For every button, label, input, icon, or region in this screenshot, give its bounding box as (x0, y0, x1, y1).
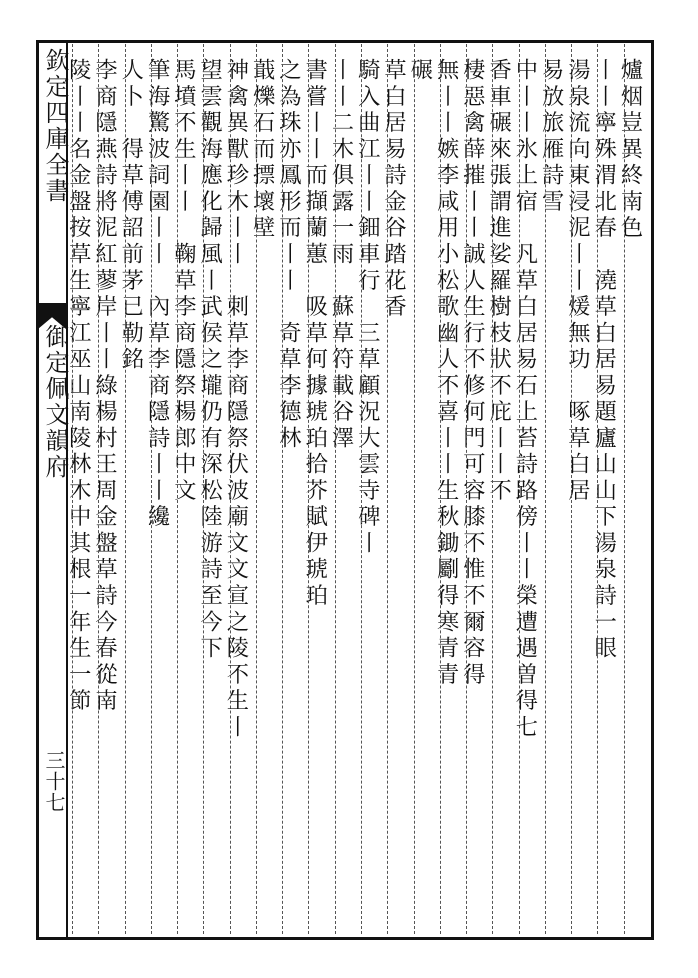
column-rule (361, 44, 362, 934)
text-column: 人卜 得草傅詔前茅已勒銘 (117, 58, 144, 374)
text-column: 碾 (406, 58, 433, 85)
page-number: 三十七 (42, 750, 66, 813)
column-rule (203, 44, 204, 934)
column-rule (125, 44, 126, 934)
text-column: 湯泉流向東浸泥丨丨煖無功 啄草白居 (564, 58, 591, 505)
text-column: 書嘗丨丨而擷蘭蕙 吸草何據琥珀拾芥賦伊琥珀 (301, 58, 328, 610)
column-rule (492, 44, 493, 934)
text-column: 草白居易詩金谷踏花香 (380, 58, 407, 321)
text-column: 中丨丨氷上宿 凡草白居易石上苔詩路傍丨丨榮遭遇曽得七 (511, 58, 538, 742)
text-column: 神禽異獸珍木丨丨 刺草李商隱祭伏波廟文文宣之陵不生丨 (222, 58, 249, 742)
text-column: 陵丨丨名金盤按草生寧江巫山南陵林木中其根一年生一節 (65, 58, 92, 715)
column-rule (545, 44, 546, 934)
text-column: 香車碾來張謂進娑羅樹枝狀不庇丨丨不 (485, 58, 512, 505)
text-column: 棲惡禽薛摧丨丨誠人生行不修何門可容膝不惟不爾容得 (459, 58, 486, 689)
column-rule (519, 44, 520, 934)
text-column: 丨丨二木俱露一雨 蘇草符載谷澤 (327, 58, 354, 453)
column-rule (151, 44, 152, 934)
text-column: 筆海驚波詞園丨丨 內草李商隱詩丨丨纔 (144, 58, 171, 531)
column-rule (230, 44, 231, 934)
column-rule (72, 44, 73, 934)
column-rule (414, 44, 415, 934)
column-rule (335, 44, 336, 934)
column-rule (177, 44, 178, 934)
text-column: 丨丨寧殊渭北春 澆草白居易題廬山山下湯泉詩一眼 (590, 58, 617, 663)
text-column: 望雲觀海應化歸風丨武侯之壠仍有深松陸游詩至今下 (196, 58, 223, 663)
text-column: 之為珠亦鳳形而丨丨 奇草李德林 (275, 58, 302, 453)
margin-work-title: 御定佩文韻府 (41, 324, 69, 480)
text-column: 騎入曲江丨丨鈿車行 三草顧況大雲寺碑丨 (354, 58, 381, 558)
column-rule (387, 44, 388, 934)
column-rule (282, 44, 283, 934)
column-rule (466, 44, 467, 934)
text-column: 李商隱燕詩將泥紅蓼岸丨丨綠楊村王周金盤草詩今春從南 (91, 58, 118, 715)
column-rule (624, 44, 625, 934)
column-rule (308, 44, 309, 934)
margin-book-title: 欽定四庫全書 (41, 48, 69, 204)
text-column: 無丨丨嫉李咸用小松歌幽人不喜丨丨生秋鋤劚得寒青青 (433, 58, 460, 689)
text-column: 易放旅雁詩雪 (538, 58, 565, 216)
text-column: 蕺爍石而摽壞壁 (249, 58, 276, 242)
column-rule (597, 44, 598, 934)
text-column: 爐烟豈異終南色 (616, 58, 643, 242)
column-rule (256, 44, 257, 934)
column-rule (440, 44, 441, 934)
column-rule (571, 44, 572, 934)
text-column: 馬墳不生丨丨 鞠草李商隱祭楊郎中文 (170, 58, 197, 505)
column-rule (98, 44, 99, 934)
